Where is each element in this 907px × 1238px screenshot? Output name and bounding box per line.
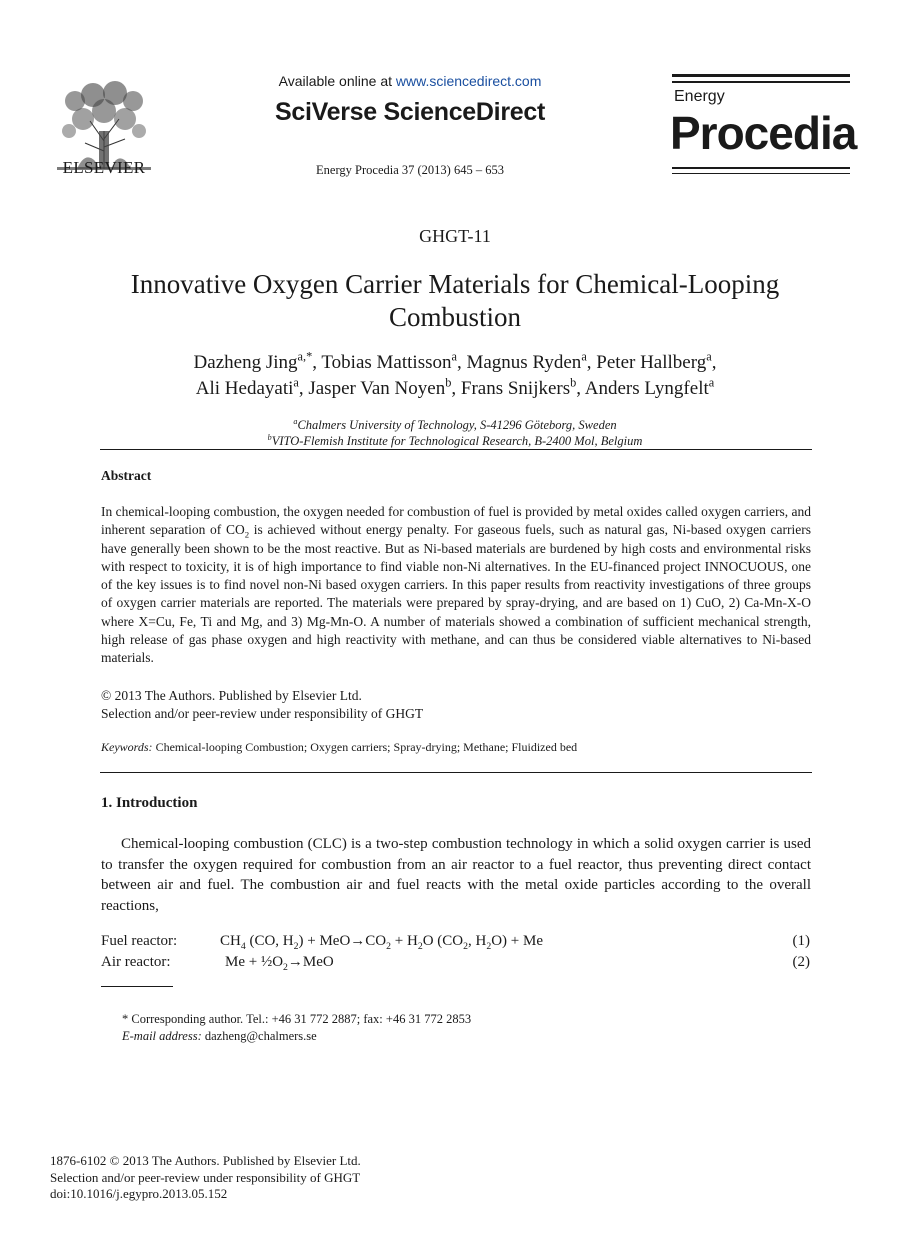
bottom-publication-info: 1876-6102 © 2013 The Authors. Published by Elsevier Ltd. Selection and/or peer-review under responsibility of GHGT doi:10.1016/j.egypro.2013.05.152 — [50, 1153, 550, 1203]
author-name: Dazheng Jing — [193, 352, 298, 373]
journal-logo-top: Energy — [674, 88, 725, 105]
paper-title: Innovative Oxygen Carrier Materials for Chemical-Looping Combustion — [130, 269, 780, 332]
available-online-text — [230, 73, 590, 89]
keywords-text: Chemical-looping Combustion; Oxygen carriers; Spray-drying; Methane; Fluidized bed — [152, 740, 578, 754]
author-name: , Frans Snijkers — [451, 378, 571, 399]
equation-2: $Me + \frac{1}{2}O_2\to MeO$ — [225, 954, 334, 973]
corresponding-author: * Corresponding author. Tel.: +46 31 772 2887; fax: +46 31 772 2853 — [122, 1012, 472, 1026]
author-name: , Anders Lyngfelt — [576, 378, 709, 399]
author-affil-mark: a,* — [297, 349, 313, 364]
abstract-heading: Abstract — [101, 468, 152, 483]
author-name: Ali Hedayati — [195, 378, 294, 399]
email-address[interactable]: dazheng@chalmers.se — [201, 1029, 317, 1043]
author-affil-mark: a — [708, 375, 715, 390]
journal-logo-bottom: Procedia — [670, 107, 857, 159]
divider — [100, 449, 812, 450]
journal-logo-rule — [672, 173, 850, 174]
author-affil-mark: b — [445, 375, 452, 390]
section-heading: 1. Introduction — [101, 795, 198, 811]
introduction-paragraph: Chemical-looping combustion (CLC) is a two-step combustion technology in which a solid oxygen carrier is used to transfer the oxygen required for combustion from an air reactor to a fuel reactor, thus preventing direct contact between air and fuel. The combustion air and fuel reacts with the metal oxide particles according to the overall reactions, — [101, 836, 811, 914]
journal-logo-rule — [672, 81, 850, 83]
affiliations — [100, 417, 810, 449]
available-prefix: Available online at — [278, 73, 396, 89]
keywords — [101, 740, 811, 755]
author-line-2 — [100, 376, 810, 402]
author-line-1 — [100, 350, 810, 376]
author-name: , Jasper Van Noyen — [298, 378, 446, 399]
doi[interactable]: doi:10.1016/j.egypro.2013.05.152 — [50, 1186, 228, 1201]
author-affil-mark: a — [451, 349, 457, 364]
keywords-label: Keywords: — [101, 740, 153, 754]
author-name: , Tobias Mattisson — [312, 352, 452, 373]
author-name: , Magnus Ryden — [456, 352, 582, 373]
platform-logo-text: SciVerse ScienceDirect — [275, 98, 545, 126]
sciencedirect-link[interactable]: www.sciencedirect.com — [395, 73, 542, 89]
journal-reference: Energy Procedia 37 (2013) 645 – 653 — [316, 163, 504, 177]
equation-label: Air reactor: — [101, 954, 171, 970]
author-separator: , — [711, 352, 717, 373]
author-name: , Peter Hallberg — [586, 352, 707, 373]
equation-1: $CH_4$ (CO, $H_2) + MeO\to CO_2 + H_2O$ ($CO_2$, $H_2O) + Me$ — [220, 933, 543, 952]
equation-label: Fuel reactor: — [101, 933, 178, 949]
author-affil-mark: a — [293, 375, 299, 390]
equation-number: (1) — [792, 933, 810, 949]
author-affil-mark: b — [570, 375, 577, 390]
author-list — [100, 350, 810, 402]
author-affil-mark: a — [706, 349, 712, 364]
divider — [100, 772, 812, 773]
author-affil-mark: a — [581, 349, 587, 364]
conference-name: GHGT-11 — [419, 226, 491, 246]
journal-logo-rule — [672, 74, 850, 77]
publisher-name: ELSEVIER — [62, 158, 146, 177]
email-line: E-mail address: dazheng@chalmers.se — [122, 1029, 317, 1043]
equation-number: (2) — [792, 954, 810, 970]
footnote — [122, 1011, 812, 1045]
journal-logo-rule — [672, 167, 850, 169]
affiliation-b: $^b$VITO-Flemish Institute for Technological Research, B-2400 Mol, Belgium — [267, 432, 643, 448]
affiliation-a: $^a$Chalmers University of Technology, S-41296 Göteborg, Sweden — [293, 416, 617, 432]
copyright-notice: © 2013 The Authors. Published by Elsevier Ltd. Selection and/or peer-review under responsibility of GHGT — [101, 688, 424, 721]
footnote-rule — [101, 986, 173, 987]
abstract-text: In chemical-looping combustion, the oxygen needed for combustion of fuel is provided by metal oxides called oxygen carriers, and inherent separation of $CO_2$ is achieved without energy penalty. For gaseous fuels, such as natural gas, Ni-based oxygen carriers have generally been shown to be the most reactive. But as Ni-based materials are burdened by high costs and environmental risks with respect to toxicity, it is of high importance to find viable non-Ni alternatives. In the EU-financed project INNOCUOUS, one of the key issues is to find novel non-Ni based oxygen carriers. In this paper results from reactivity investigations of three groups of oxygen carrier materials are reported. The materials were prepared by spray-drying, and are based on 1) CuO, 2) Ca-Mn-X-O where X=Cu, Fe, Ti and Mg, and 3) Mg-Mn-O. A number of materials showed a combination of sufficient mechanical strength, high release of gas phase oxygen and high reactivity with methane, and can thus be considered viable alternatives to Ni-based materials. — [101, 504, 811, 666]
